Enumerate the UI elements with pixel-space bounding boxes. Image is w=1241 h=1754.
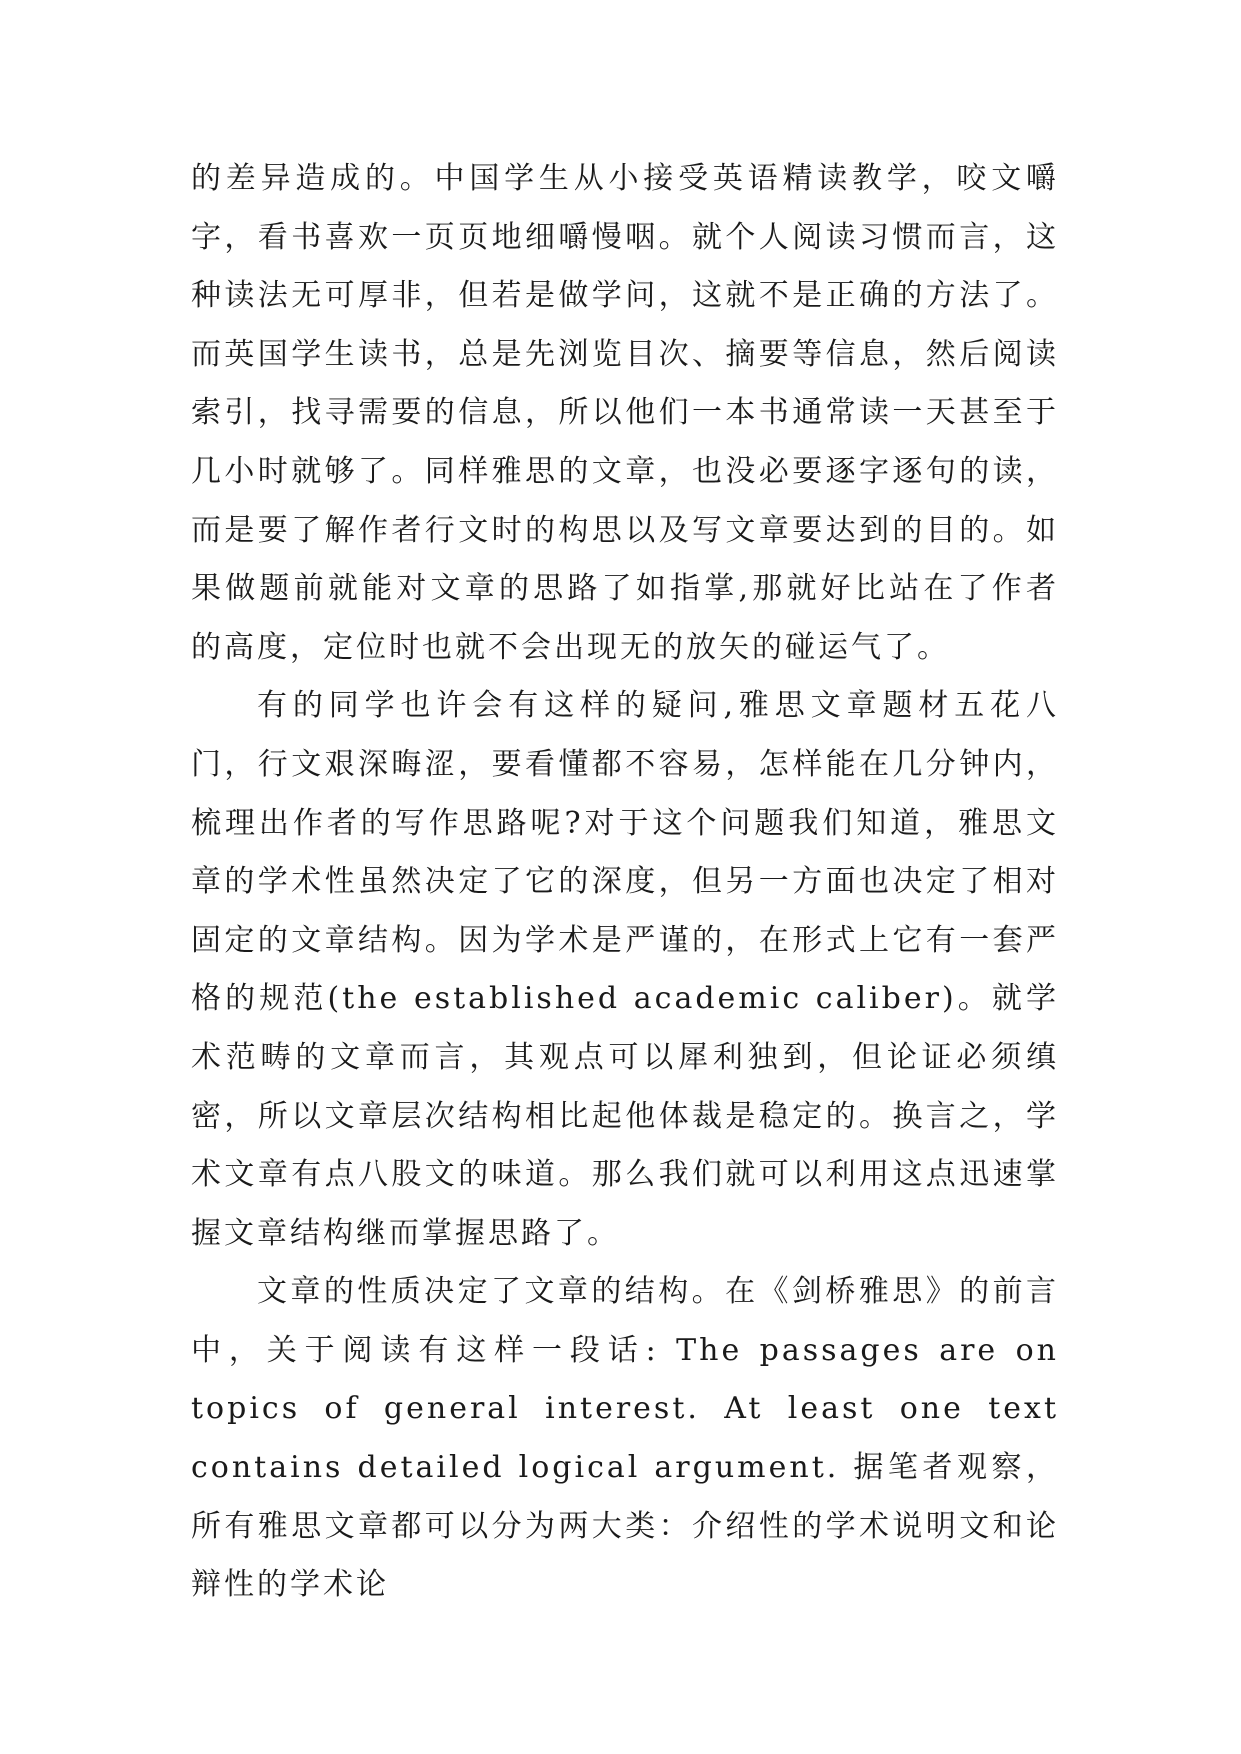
paragraph-1: 的差异造成的。中国学生从小接受英语精读教学，咬文嚼字，看书喜欢一页页地细嚼慢咽。就个人阅读习惯而言，这种读法无可厚非，但若是做学问，这就不是正确的方法了。而英国学生读书，总是先浏览目次、摘要等信息，然后阅读索引，找寻需要的信息，所以他们一本书通常读一天甚至于几小时就够了。同样雅思的文章，也没必要逐字逐句的读，而是要了解作者行文时的构思以及写文章要达到的目的。如果做题前就能对文章的思路了如指掌,那就好比站在了作者的高度，定位时也就不会出现无的放矢的碰运气了。 [191,161,1059,665]
document-page [191,150,1059,1615]
paragraph-2: 有的同学也许会有这样的疑问,雅思文章题材五花八门，行文艰深晦涩，要看懂都不容易，怎样能在几分钟内，梳理出作者的写作思路呢?对于这个问题我们知道，雅思文章的学术性虽然决定了它的深度，但另一方面也决定了相对固定的文章结构。因为学术是严谨的，在形式上它有一套严格的规范(the established academic caliber)。就学术范畴的文章而言，其观点可以犀利独到，但论证必须缜密，所以文章层次结构相比起他体裁是稳定的。换言之，学术文章有点八股文的味道。那么我们就可以利用这点迅速掌握文章结构继而掌握思路了。 [191,688,1059,1251]
paragraph-3: 文章的性质决定了文章的结构。在《剑桥雅思》的前言中，关于阅读有这样一段话: The passages are on topics of general interest. At least one text contains detailed logical argument. 据笔者观察，所有雅思文章都可以分为两大类：介绍性的学术说明文和论辩性的学术论 [191,1274,1059,1603]
